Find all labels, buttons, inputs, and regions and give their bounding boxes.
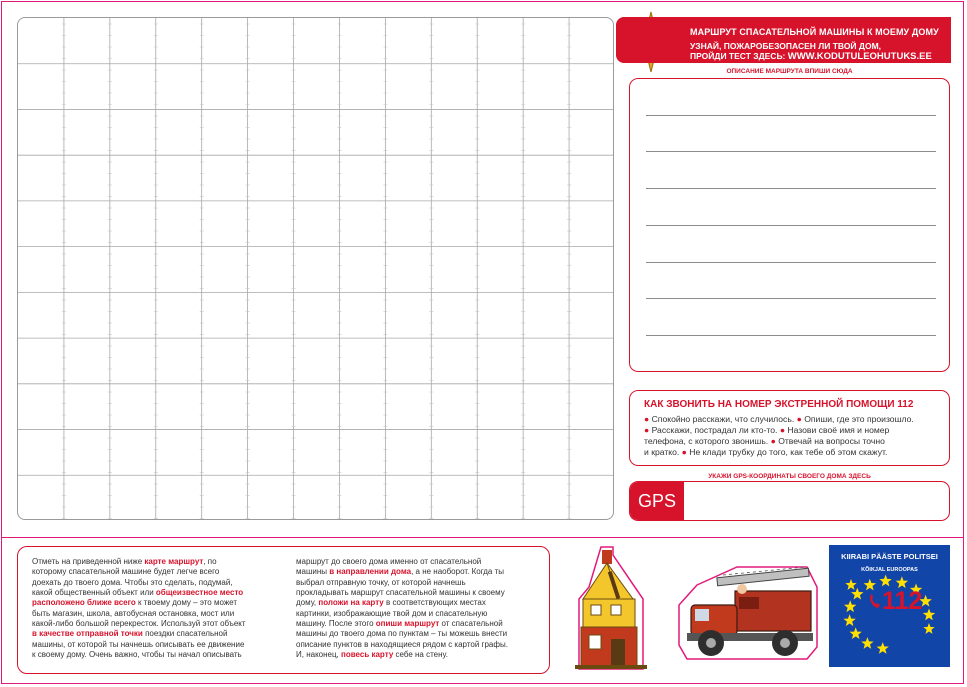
instructions-text: прокладывать маршрут спасательной машины к своему — [296, 588, 505, 598]
star-icon — [850, 627, 862, 639]
emergency-text-line — [644, 447, 887, 457]
instructions-line — [296, 650, 544, 660]
bullet-icon: ● — [644, 414, 650, 424]
instructions-line — [296, 640, 544, 650]
instructions-box — [17, 546, 550, 674]
star-icon — [861, 637, 873, 649]
instructions-text: поездки спасательной — [142, 629, 228, 639]
star-icon — [879, 575, 891, 587]
instructions-line — [32, 650, 280, 660]
instructions-line — [32, 640, 280, 650]
instructions-highlight: в качестве отправной точки — [32, 629, 143, 639]
route-write-line[interactable] — [646, 115, 936, 116]
instructions-line — [296, 598, 544, 608]
instructions-text: машины до твоего дома по пунктам – ты можешь внести — [296, 629, 508, 639]
instructions-line — [32, 609, 280, 619]
instructions-highlight: карте маршрут — [144, 557, 204, 566]
instructions-text: в соответствующих местах — [383, 598, 486, 608]
instructions-text: машины, от которой ты начнешь описывать ее движение — [32, 639, 245, 649]
instructions-line — [296, 578, 544, 588]
route-description-box[interactable] — [629, 78, 950, 372]
emergency-112-badge — [829, 545, 950, 667]
instructions-text: , а не наоборот. Когда ты — [411, 567, 504, 577]
instructions-line — [32, 588, 280, 598]
instructions-line — [296, 588, 544, 598]
route-write-line[interactable] — [646, 151, 936, 152]
star-icon — [843, 614, 855, 626]
instructions-line — [296, 609, 544, 619]
instructions-text: доехать до твоего дома. Чтобы это сделать, подумай, — [32, 577, 233, 587]
emergency-call-box — [629, 390, 950, 466]
header-test-prefix: ПРОЙДИ ТЕСТ ЗДЕСЬ: — [690, 51, 788, 61]
map-grid-lines — [18, 18, 614, 520]
gps-coordinates-field[interactable] — [629, 481, 950, 521]
header-subtitle: УЗНАЙ, ПОЖАРОБЕЗОПАСЕН ЛИ ТВОЙ ДОМ, — [690, 41, 882, 51]
emergency-tip: Спокойно расскажи, что случилось. — [651, 414, 795, 424]
badge-title: KIIRABI PÄÄSTE POLITSEI — [841, 552, 938, 561]
emergency-tip: Назови своё имя и номер — [787, 425, 890, 435]
instructions-highlight: повесь карту — [341, 650, 394, 660]
instructions-text: от спасательной — [439, 619, 503, 629]
instructions-text: себе на стену. — [393, 650, 448, 660]
star-icon — [844, 600, 856, 612]
instructions-line — [32, 557, 280, 567]
instructions-highlight: общеизвестное место — [155, 588, 244, 598]
instructions-highlight: расположено ближе всего — [32, 598, 136, 608]
route-write-line[interactable] — [646, 188, 936, 189]
star-icon — [923, 623, 934, 634]
instructions-text: к твоему дому – это может — [135, 598, 238, 608]
header-website-link[interactable]: WWW.KODUTULEOHUTUKS.EE — [787, 51, 932, 62]
instructions-line — [32, 598, 280, 608]
instructions-text: маршрут до своего дома именно от спасательной — [296, 557, 482, 566]
instructions-line — [296, 629, 544, 639]
bullet-icon: ● — [681, 447, 687, 457]
emergency-tip: Расскажи, пострадал ли кто-то. — [651, 425, 778, 435]
star-icon — [923, 609, 935, 621]
instructions-line — [296, 557, 544, 567]
instructions-text: к своему дому. Очень важно, чтобы ты начал описывать — [32, 650, 242, 660]
emergency-text-line — [644, 414, 914, 424]
instructions-line — [296, 567, 544, 577]
header-title: МАРШРУТ СПАСАТЕЛЬНОЙ МАШИНЫ К МОЕМУ ДОМУ — [690, 27, 939, 37]
emergency-tip: телефона, с которого звонишь. — [644, 436, 769, 446]
instructions-text: картинки, изображающие твой дом и спасательную — [296, 608, 488, 618]
instructions-column-2 — [296, 557, 544, 660]
instructions-text: какой-либо большой перекресток. Используй этот объект — [32, 619, 246, 629]
star-icon — [877, 642, 889, 654]
instructions-text: И, наконец, — [296, 650, 341, 660]
instructions-text: машину. После этого — [296, 619, 376, 629]
gps-tab: GPS — [630, 482, 684, 520]
instructions-text: , по — [203, 557, 217, 566]
house-sticker-icon[interactable] — [571, 543, 653, 673]
instructions-highlight: опиши маршрут — [375, 619, 440, 629]
badge-subtitle: KÕIKJAL EUROOPAS — [861, 567, 918, 573]
instructions-text: которому спасательной машине будет легче всего — [32, 567, 220, 577]
star-icon — [845, 579, 856, 590]
instructions-line — [296, 619, 544, 629]
emergency-text-line — [644, 425, 889, 435]
emergency-number: 112 — [882, 587, 923, 615]
emergency-tip: Опиши, где это произошло. — [804, 414, 914, 424]
instructions-text: описание пунктов в находящиеся рядом с картой графы. — [296, 639, 508, 649]
route-box-label: ОПИСАНИЕ МАРШРУТА ВПИШИ СЮДА — [726, 68, 853, 75]
emergency-tip: и кратко. — [644, 447, 680, 457]
route-write-line[interactable] — [646, 262, 936, 263]
instructions-line — [32, 629, 280, 639]
instructions-highlight: в направлении дома — [329, 567, 412, 577]
route-write-line[interactable] — [646, 335, 936, 336]
phone-icon — [869, 593, 881, 609]
emergency-tip: Отвечай на вопросы точно — [778, 436, 885, 446]
instructions-text: машины — [296, 567, 330, 577]
bullet-icon: ● — [770, 436, 776, 446]
map-grid[interactable] — [17, 17, 614, 520]
route-write-line[interactable] — [646, 298, 936, 299]
header-test-line — [690, 51, 932, 62]
header-banner — [616, 17, 951, 63]
bullet-icon: ● — [779, 425, 786, 435]
instructions-highlight: положи на карту — [318, 598, 384, 608]
instructions-text: дому, — [296, 598, 319, 608]
instructions-line — [32, 567, 280, 577]
fire-truck-sticker-icon[interactable] — [677, 563, 820, 663]
emergency-tip: Не клади трубку до того, как тебе об этом скажут. — [689, 447, 888, 457]
route-write-line[interactable] — [646, 225, 936, 226]
bullet-icon: ● — [644, 425, 650, 435]
gps-label: УКАЖИ GPS-КООРДИНАТЫ СВОЕГО ДОМА ЗДЕСЬ — [708, 473, 871, 480]
emergency-text-line — [644, 436, 885, 446]
star-icon — [851, 588, 863, 600]
instructions-column-1 — [32, 557, 280, 660]
instructions-line — [32, 578, 280, 588]
emergency-title: КАК ЗВОНИТЬ НА НОМЕР ЭКСТРЕННОЙ ПОМОЩИ 112 — [644, 399, 914, 410]
bullet-icon: ● — [796, 414, 802, 424]
instructions-text: быть магазин, школа, автобусная остановка, мост или — [32, 608, 235, 618]
instructions-text: выбрал отправную точку, от которой начнешь — [296, 577, 466, 587]
instructions-text: какой общественный объект или — [32, 588, 156, 598]
section-divider — [2, 537, 964, 538]
instructions-text: Отметь на приведенной ниже — [32, 557, 145, 566]
instructions-line — [32, 619, 280, 629]
star-icon — [864, 579, 876, 591]
